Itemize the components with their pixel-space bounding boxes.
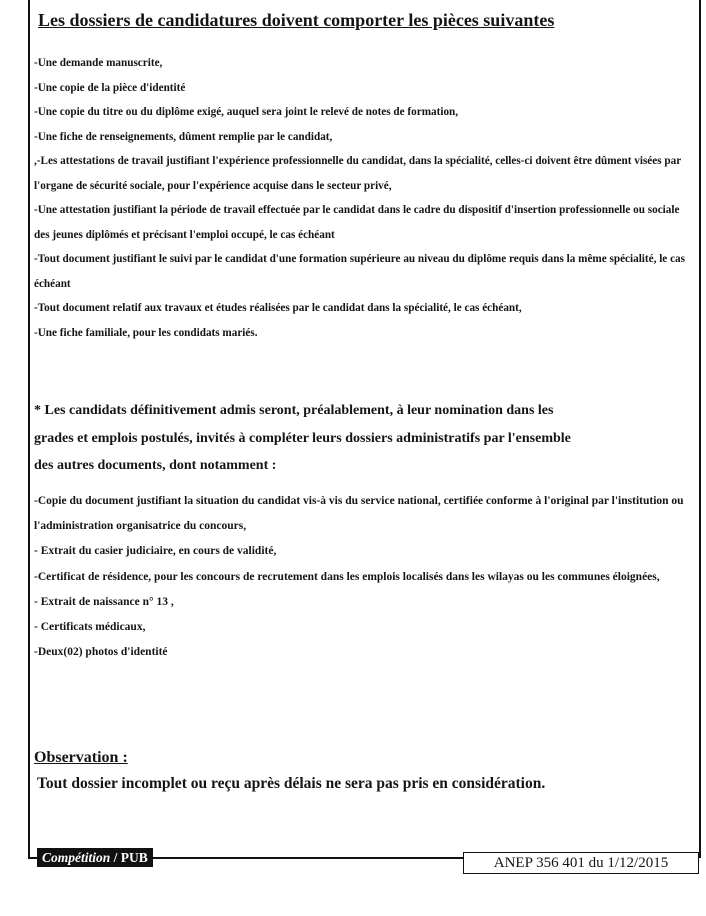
list-item: -Une demande manuscrite,	[34, 57, 163, 69]
additional-documents-list	[34, 489, 696, 665]
category-label: Compétition	[42, 850, 111, 865]
list-item: - Extrait de naissance n° 13 ,	[34, 595, 174, 608]
list-item: -Deux(02) photos d'identité	[34, 646, 168, 659]
list-item: -Une fiche familiale, pour les condidats mariés.	[34, 326, 258, 339]
page-title: Les dossiers de candidatures doivent comporter les pièces suivantes	[38, 10, 555, 30]
list-item: -Certificat de résidence, pour les concours de recrutement dans les emplois localisés dans les wilayas ou les communes éloignées,	[34, 570, 660, 583]
note-line: grades et emplois postulés, invités à compléter leurs dossiers administratifs par l'ensemble	[34, 430, 571, 446]
observation-text: Tout dossier incomplet ou reçu après délais ne sera pas pris en considération.	[37, 775, 546, 792]
list-item: -Copie du document justifiant la situation du candidat vis-à vis du service national, certifiée conforme à l'original par l'institution ou l'administration organisatrice du concours,	[34, 495, 684, 533]
note-line: des autres documents, dont notamment :	[34, 458, 277, 473]
list-item: -Tout document relatif aux travaux et études réalisées par le candidat dans la spécialité, le cas échéant,	[34, 302, 522, 314]
list-item: - Certificats médicaux,	[34, 621, 146, 634]
required-documents-list	[34, 51, 694, 345]
note-line: * Les candidats définitivement admis seront, préalablement, à leur nomination dans les	[34, 403, 554, 418]
list-item: -Une copie de la pièce d'identité	[34, 81, 186, 94]
list-item: - Extrait du casier judiciaire, en cours de validité,	[34, 545, 277, 558]
admission-note	[34, 397, 694, 480]
list-item: ,-Les attestations de travail justifiant l'expérience professionnelle du candidat, dans la spécialité, celles-ci doivent être dûment visées par l'organe de sécurité sociale, pour l'expérience acquise dans le secteur privé,	[34, 155, 681, 192]
category-tag	[37, 848, 153, 867]
observation-heading: Observation :	[34, 749, 128, 766]
publication-reference: ANEP 356 401 du 1/12/2015	[463, 852, 699, 874]
list-item: -Une attestation justifiant la période de travail effectuée par le candidat dans le cadre du dispositif d'insertion professionnelle ou sociale des jeunes diplômés et précisant l'emploi occupé, le cas échéant	[34, 204, 680, 241]
list-item: -Tout document justifiant le suivi par le candidat d'une formation supérieure au niveau du diplôme requis dans la même spécialité, le cas échéant	[34, 253, 685, 290]
list-item: -Une fiche de renseignements, dûment remplie par le candidat,	[34, 130, 333, 143]
list-item: -Une copie du titre ou du diplôme exigé, auquel sera joint le relevé de notes de formation,	[34, 106, 459, 118]
type-label: PUB	[120, 850, 148, 865]
category-separator: /	[110, 850, 121, 865]
